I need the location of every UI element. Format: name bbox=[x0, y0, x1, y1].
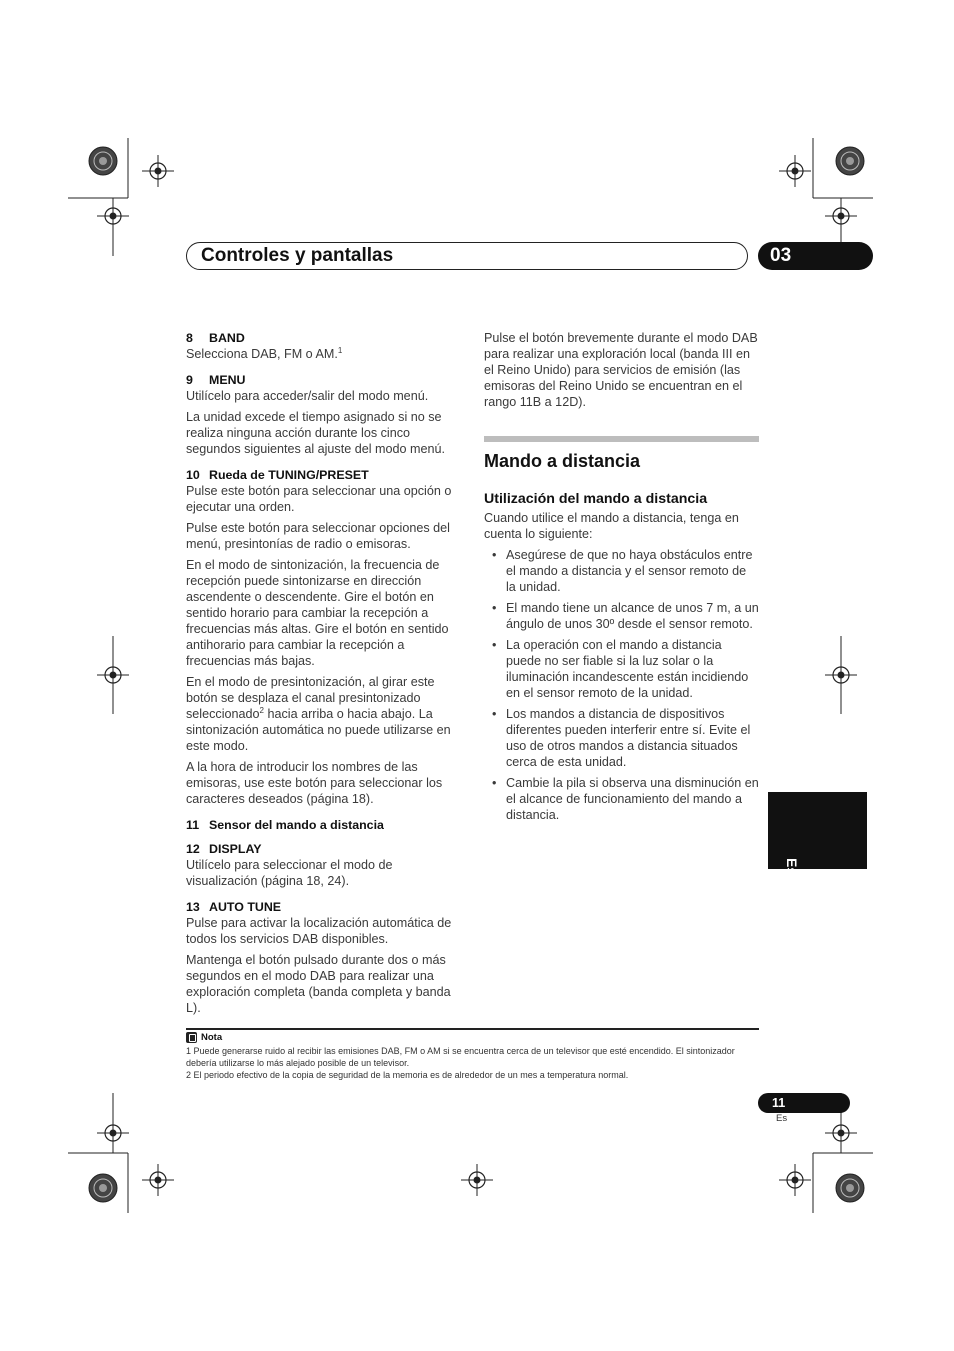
paragraph: En el modo de presintonización, al girar este botón se desplaza el canal presintonizado seleccionado$^2$ hacia arriba o hacia abajo. La sintonización automática no puede utilizarse en este modo. bbox=[186, 675, 451, 753]
footnote-divider bbox=[186, 1028, 759, 1030]
paragraph: La unidad excede el tiempo asignado si no se realiza ninguna acción durante los cinco segundos siguientes al ajuste del modo menú. bbox=[186, 410, 446, 456]
list-item: • Asegúrese de que no haya obstáculos entre el mando a distancia y el sensor remoto de la unidad. bbox=[492, 548, 753, 594]
item-heading: 10 Rueda de TUNING/PRESET bbox=[186, 468, 369, 482]
page-number-badge: 11 bbox=[758, 1093, 850, 1113]
footnote-1: 1 Puede generarse ruido al recibir las emisiones DAB, FM o AM si se encuentra cerca de un televisor que esté encendido. El sintonizador debería utilizarse lo más alejado posible de un televisor. bbox=[186, 1046, 735, 1068]
item-auto-tune bbox=[186, 899, 461, 1016]
list-item: • La operación con el mando a distancia puede no ser fiable si la luz solar o la iluminación incandescente están incidiendo en el sensor remoto de la unidad. bbox=[492, 638, 749, 700]
paragraph: Selecciona DAB, FM o AM.$^1$ bbox=[186, 345, 343, 361]
footnote-ref: 1 bbox=[337, 345, 343, 355]
paragraph: Mantenga el botón pulsado durante dos o más segundos en el modo DAB para realizar una exploración completa (banda completa y banda L). bbox=[186, 953, 451, 1015]
item-remote-sensor bbox=[186, 817, 461, 833]
list-item: • Los mandos a distancia de dispositivos diferentes pueden interferir entre sí. Evite el uso de otros mandos a distancia situados cerca de esta unidad. bbox=[492, 707, 751, 769]
item-band bbox=[186, 330, 461, 362]
item-display bbox=[186, 841, 461, 889]
list-item: • El mando tiene un alcance de unos 7 m, a un ángulo de unos 30º desde el sensor remoto. bbox=[492, 601, 759, 631]
footnote-2: 2 El periodo efectivo de la copia de seguridad de la memoria es de alrededor de un mes a temperatura normal. bbox=[186, 1070, 629, 1080]
chapter-number-badge: 03 bbox=[758, 242, 873, 270]
paragraph: Pulse el botón brevemente durante el modo DAB para realizar una exploración local (banda III en el Reino Unido) para servicios de emisión (las emisoras del Reino Unido se encuentran en el rango 11B a 12D). bbox=[484, 331, 758, 409]
paragraph: Utilícelo para seleccionar el modo de visualización (página 18, 24). bbox=[186, 858, 393, 888]
section-title: Mando a distancia bbox=[484, 451, 641, 471]
paragraph: Pulse este botón para seleccionar una opción o ejecutar una orden. bbox=[186, 484, 452, 514]
item-heading: 11 Sensor del mando a distancia bbox=[186, 818, 384, 832]
section-divider bbox=[484, 436, 759, 442]
paragraph: Utilícelo para acceder/salir del modo menú. bbox=[186, 389, 429, 403]
note-heading: Nota bbox=[186, 1031, 222, 1044]
page-language-code: Es bbox=[776, 1113, 788, 1124]
list-item: • Cambie la pila si observa una disminución en el alcance de funcionamiento del mando a distancia. bbox=[492, 776, 759, 822]
page-title: Controles y pantallas bbox=[201, 245, 394, 266]
paragraph: En el modo de sintonización, la frecuencia de recepción puede sintonizarse en dirección ascendente o descendente. Gire el botón en sentido horario para cambiar la recepción a frecuencias más altas. Gire el botón en sentido antihorario para cambiar la recepción a frecuencias más bajas. bbox=[186, 558, 449, 668]
language-label: Español bbox=[784, 858, 800, 913]
paragraph: Pulse este botón para seleccionar opciones del menú, presintonías de radio o emisoras. bbox=[186, 521, 450, 551]
footnote-ref: 2 bbox=[259, 705, 264, 715]
note-icon bbox=[186, 1032, 197, 1043]
item-heading: 13 AUTO TUNE bbox=[186, 900, 282, 914]
left-column bbox=[186, 330, 461, 1026]
item-heading: 12 DISPLAY bbox=[186, 842, 262, 856]
item-heading: 8 BAND bbox=[186, 331, 245, 345]
item-menu bbox=[186, 372, 461, 457]
paragraph: A la hora de introducir los nombres de las emisoras, use este botón para seleccionar los caracteres deseados (página 18). bbox=[186, 760, 443, 806]
right-column bbox=[484, 330, 759, 828]
item-tuning-preset bbox=[186, 467, 461, 807]
paragraph: Cuando utilice el mando a distancia, tenga en cuenta lo siguiente: bbox=[484, 511, 739, 541]
language-tab bbox=[768, 792, 867, 913]
bullet-list bbox=[484, 547, 759, 823]
paragraph: Pulse para activar la localización automática de todos los servicios DAB disponibles. bbox=[186, 916, 452, 946]
chapter-header bbox=[186, 242, 748, 270]
subsection-title: Utilización del mando a distancia bbox=[484, 491, 708, 507]
item-heading: 9 MENU bbox=[186, 373, 246, 387]
